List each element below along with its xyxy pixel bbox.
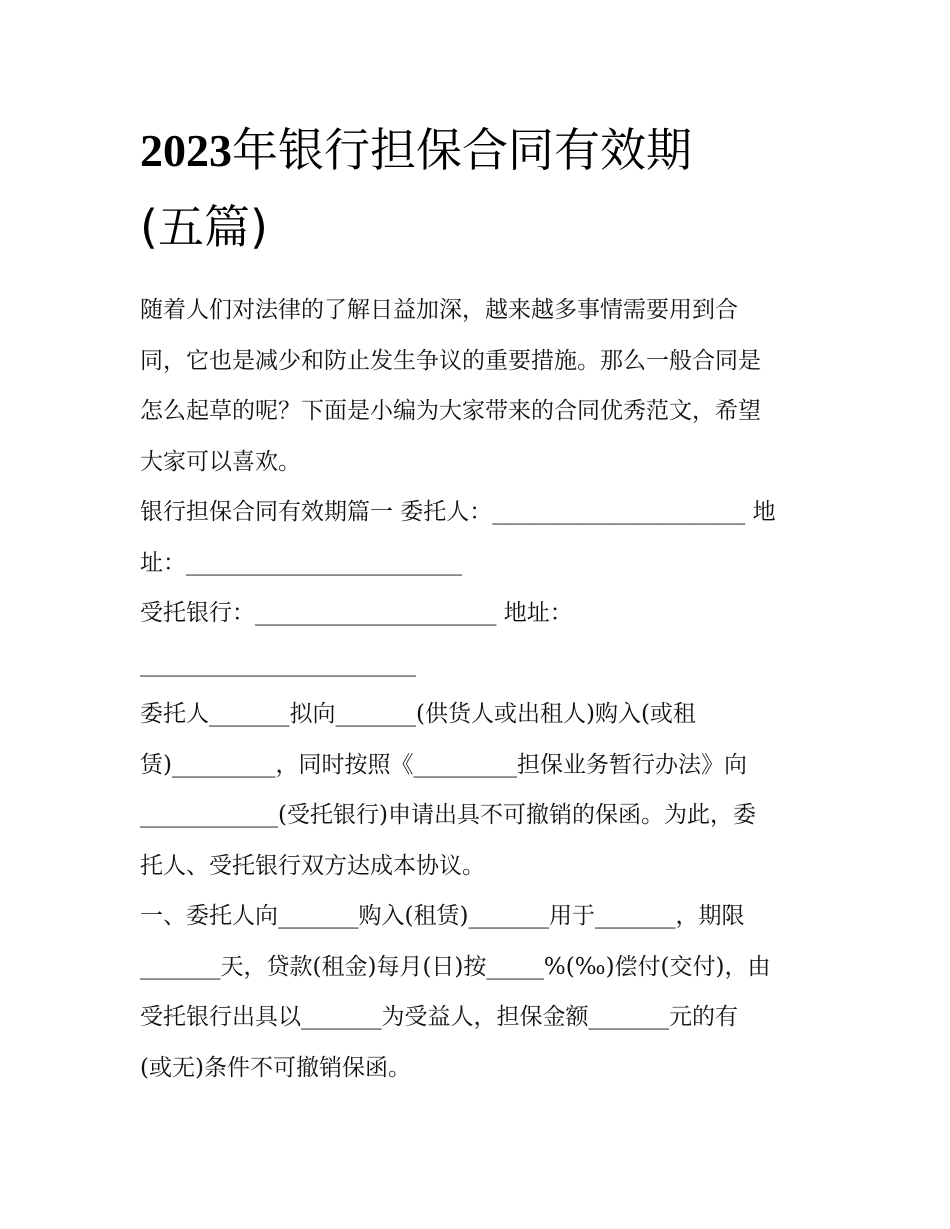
agreement-paragraph [140, 689, 820, 891]
text-line: 同，它也是减少和防止发生争议的重要措施。那么一般合同是 [140, 347, 761, 374]
title-line-2: (五篇) [140, 200, 268, 254]
text-line: 址：________________________ [140, 549, 462, 576]
text-line: 赁)_________，同时按照《_________担保业务暂行办法》向 [140, 751, 747, 778]
document-page [140, 112, 820, 1093]
title-line-1 [140, 112, 820, 189]
parties-paragraph [140, 487, 820, 689]
text-line: 一、委托人向_______购入(租赁)_______用于_______，期限 [140, 903, 745, 929]
title-text: 年银行担保合同有效期 [232, 123, 692, 177]
text-line: 托人、受托银行双方达成本协议。 [140, 852, 485, 879]
text-line: _______天，贷款(租金)每月(日)按_____%(‰)偿付(交付)，由 [140, 953, 771, 980]
text-line: ________________________ [140, 650, 416, 677]
text-line: 随着人们对法律的了解日益加深，越来越多事情需要用到合 [140, 297, 738, 323]
text-line: (或无)条件不可撤销保函。 [140, 1054, 411, 1081]
text-line: 银行担保合同有效期篇一 委托人：______________________ 地 [140, 499, 776, 525]
document-title [140, 112, 820, 265]
text-line: 大家可以喜欢。 [140, 448, 301, 475]
text-line: 怎么起草的呢？下面是小编为大家带来的合同优秀范文，希望 [140, 398, 761, 424]
clause-1-paragraph [140, 891, 820, 1093]
text-line: 委托人_______拟向_______(供货人或出租人)购入(或租 [140, 701, 696, 727]
text-line: 受托银行出具以_______为受益人，担保金额_______元的有 [140, 1004, 738, 1030]
intro-paragraph [140, 285, 820, 487]
text-line: ____________(受托银行)申请出具不可撤销的保函。为此，委 [140, 802, 756, 828]
title-year: 2023 [140, 125, 232, 176]
text-line: 受托银行：_____________________ 地址： [140, 600, 573, 626]
